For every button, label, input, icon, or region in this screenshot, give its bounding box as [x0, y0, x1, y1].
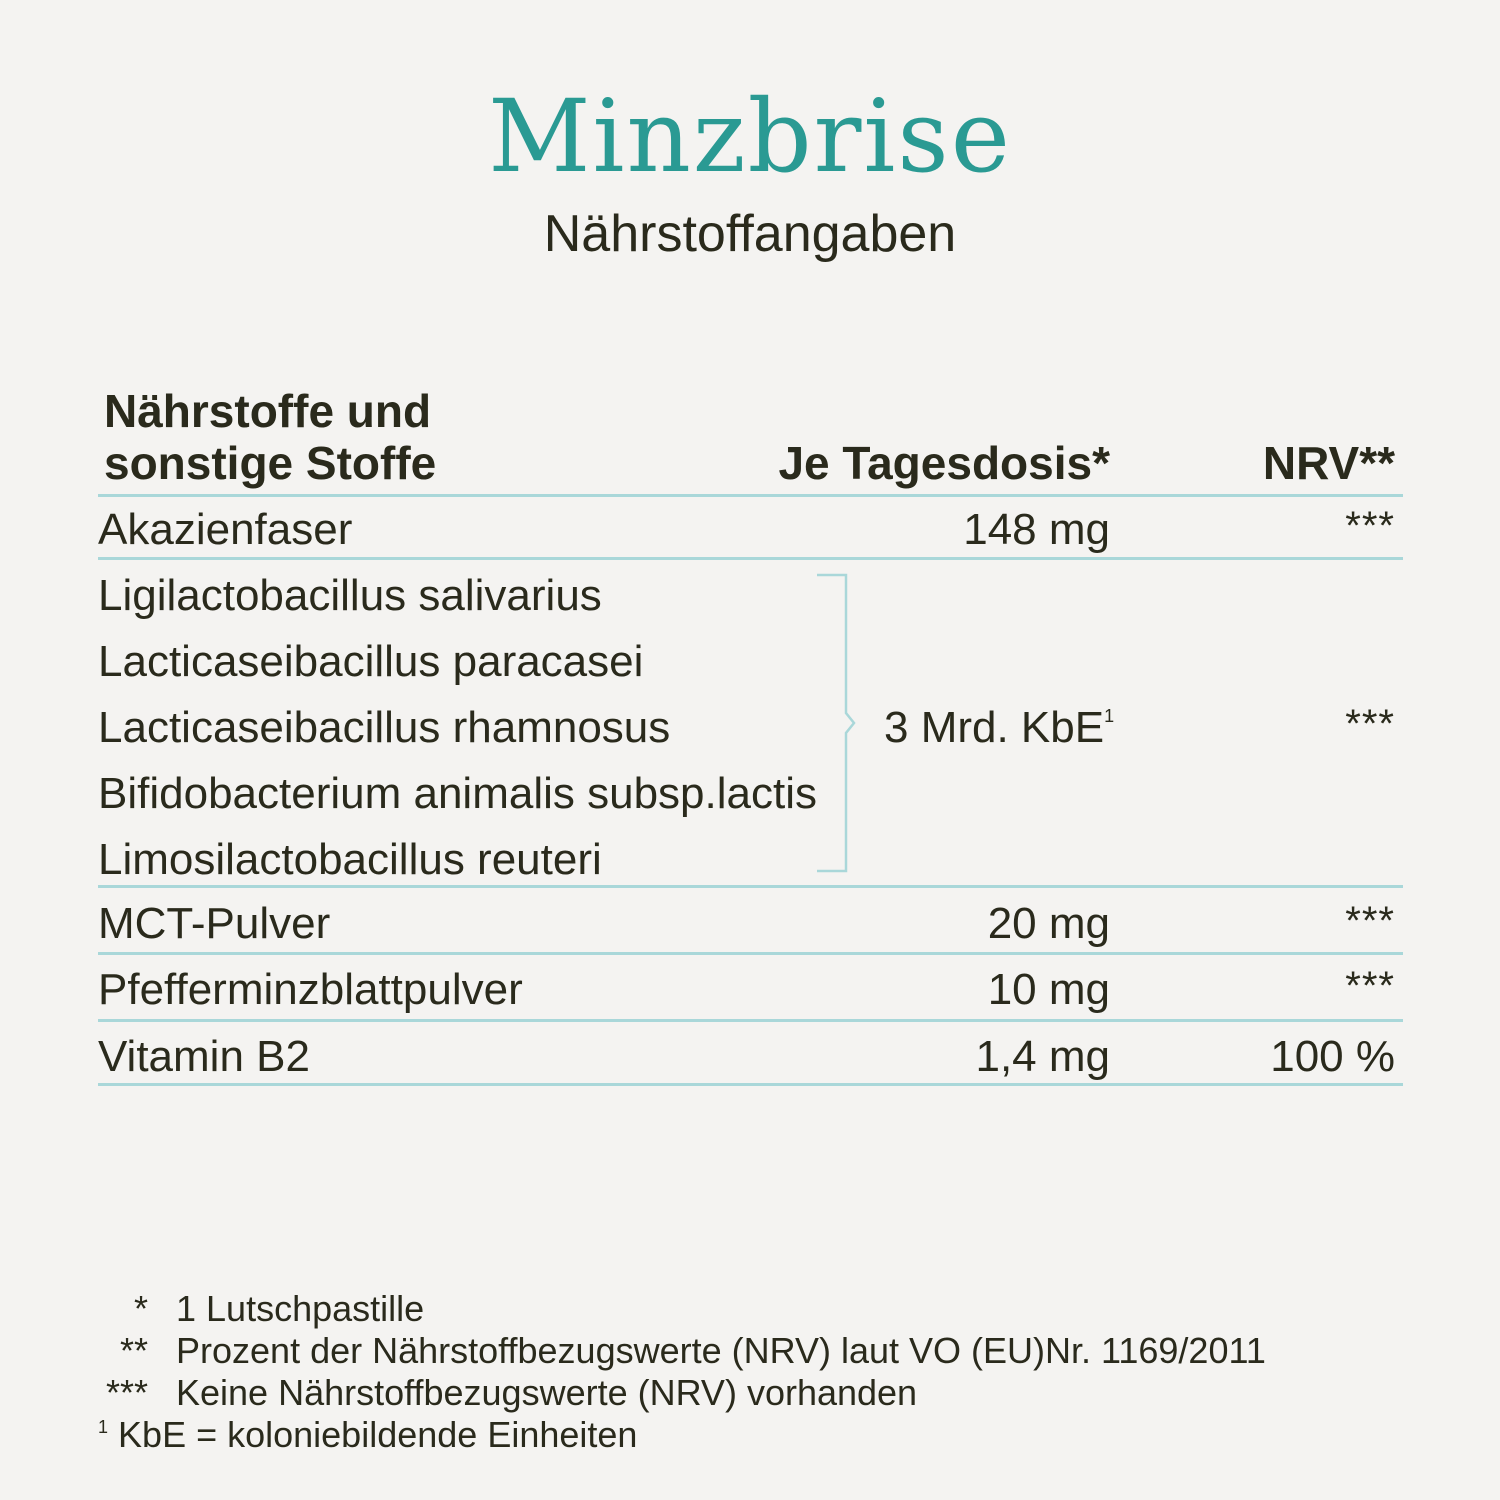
footnote-mark: *** [105, 1372, 148, 1413]
row-nrv: *** [1345, 964, 1395, 1008]
page-subtitle: Nährstoffangaben [543, 205, 957, 263]
column-header-dose: Je Tagesdosis* [778, 437, 1110, 489]
row-name: Limosilactobacillus reuteri [98, 835, 602, 884]
row-name: Ligilactobacillus salivarius [98, 571, 602, 620]
row-name: Bifidobacterium animalis subsp.lactis [98, 769, 817, 818]
row-nrv: 100 % [1270, 1032, 1395, 1081]
table-divider [98, 1019, 1403, 1022]
column-header-name-line1: Nährstoffe und [104, 385, 432, 437]
table-divider [98, 494, 1403, 497]
footnote-mark: * [133, 1288, 148, 1329]
column-header-name [104, 385, 604, 489]
row-name: Pfefferminzblattpulver [98, 965, 523, 1014]
row-nrv: *** [1345, 702, 1395, 746]
footnote-text: KbE = koloniebildende Einheiten [118, 1414, 638, 1455]
footnote [98, 1414, 637, 1456]
row-name: Vitamin B2 [98, 1032, 310, 1081]
table-divider [98, 952, 1403, 955]
row-nrv: *** [1345, 899, 1395, 943]
row-name: Lacticaseibacillus paracasei [98, 637, 644, 686]
row-dose: 10 mg [987, 965, 1110, 1014]
table-divider [98, 1083, 1403, 1086]
row-name: MCT-Pulver [98, 899, 331, 948]
footnote-text: 1 Lutschpastille [176, 1288, 425, 1329]
row-name: Akazienfaser [98, 505, 353, 554]
row-nrv: *** [1345, 504, 1395, 548]
footnote-ref: 1 [1104, 706, 1115, 726]
row-dose [884, 702, 1114, 754]
group-brace [812, 572, 862, 876]
footnote-mark: ** [119, 1330, 148, 1371]
column-header-name-line2: sonstige Stoffe [104, 437, 437, 489]
row-name: Lacticaseibacillus rhamnosus [98, 703, 671, 752]
row-dose: 148 mg [963, 505, 1110, 554]
row-dose: 1,4 mg [975, 1032, 1110, 1081]
column-header-nrv: NRV** [1262, 437, 1395, 489]
row-dose: 20 mg [987, 899, 1110, 948]
footnote-text: Prozent der Nährstoffbezugswerte (NRV) laut VO (EU)Nr. 1169/2011 [176, 1330, 1266, 1371]
table-divider [98, 885, 1403, 888]
page-title: Minzbrise [488, 78, 1012, 195]
footnote-text: Keine Nährstoffbezugswerte (NRV) vorhanden [176, 1372, 918, 1413]
footnote-mark: 1 [98, 1417, 109, 1437]
row-dose-value: 3 Mrd. KbE [884, 703, 1105, 752]
table-divider [98, 557, 1403, 560]
